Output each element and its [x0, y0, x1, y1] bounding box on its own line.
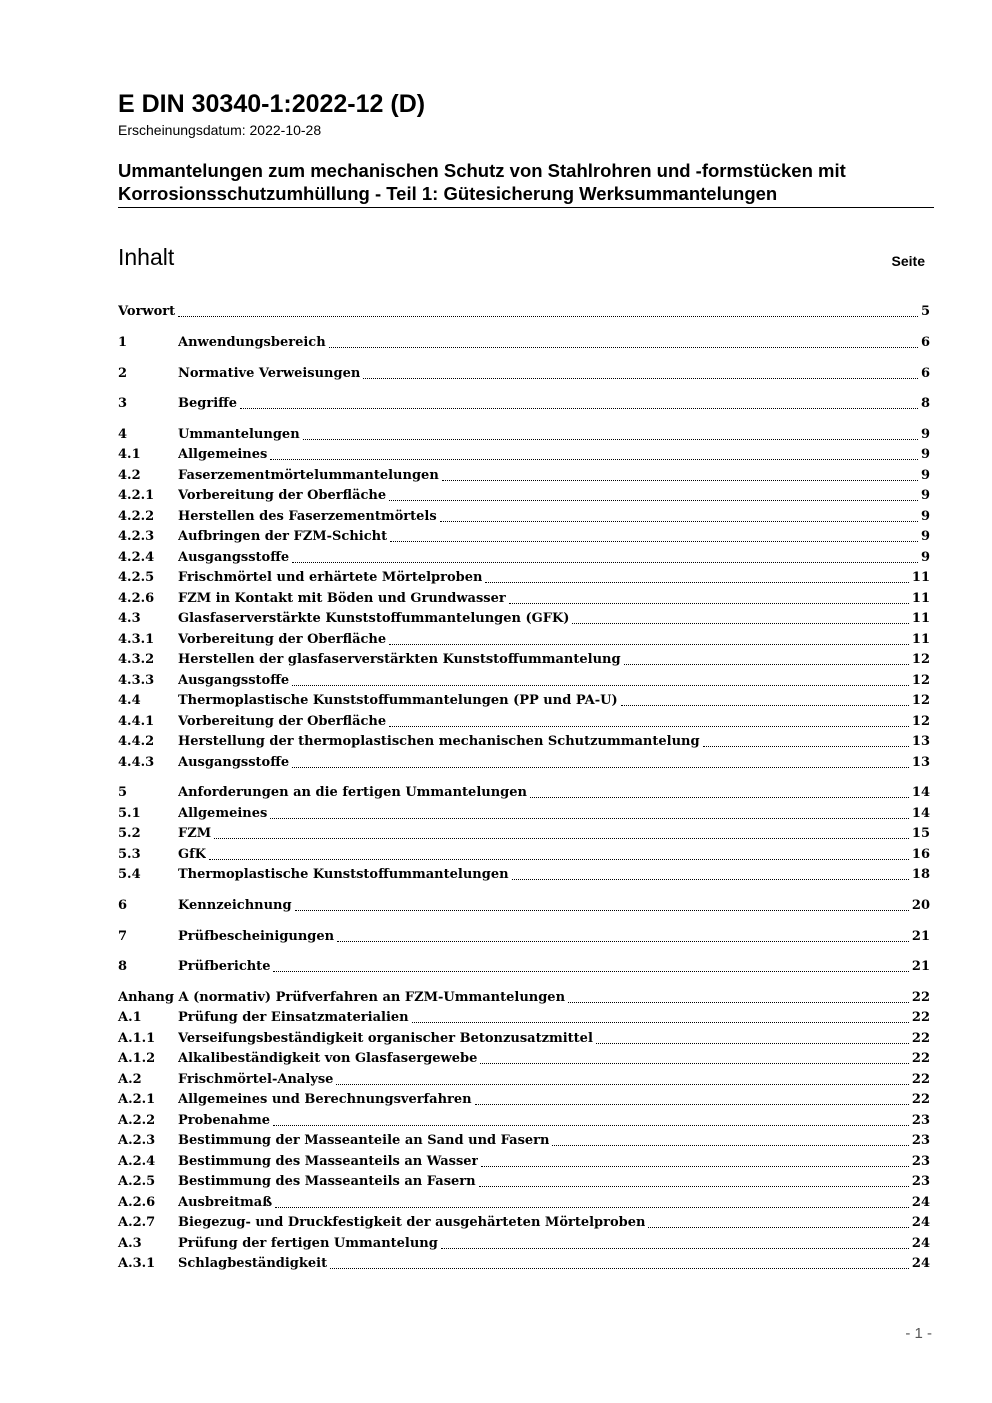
toc-entry[interactable] — [118, 1254, 930, 1274]
toc-entry-title: Ummantelungen — [178, 427, 300, 442]
toc-entry-title: Normative Verweisungen — [178, 366, 361, 381]
toc-entry[interactable] — [118, 650, 930, 670]
toc-entry[interactable] — [118, 507, 930, 527]
toc-entry-title: Anforderungen an die fertigen Ummantelungen — [178, 785, 527, 800]
toc-entry[interactable] — [118, 783, 930, 803]
toc-entry-number: 4.2.2 — [118, 509, 155, 524]
toc-entry-title: Ausgangsstoffe — [178, 550, 290, 565]
toc-dot-leader — [336, 1083, 909, 1085]
toc-entry-number: 4 — [118, 427, 128, 442]
toc-entry-title: Schlagbeständigkeit — [178, 1256, 328, 1271]
toc-entry-number: A.1.2 — [118, 1051, 156, 1066]
toc-entry-page: 6 — [920, 366, 930, 381]
toc-dot-leader — [512, 878, 909, 880]
toc-entry-page: 9 — [920, 550, 930, 565]
toc-entry-title: Herstellen der glasfaserverstärkten Kunststoffummantelung — [178, 652, 621, 667]
toc-entry-number: 7 — [118, 929, 128, 944]
toc-entry-page: 24 — [911, 1195, 930, 1210]
toc-entry-title: Vorbereitung der Oberfläche — [178, 714, 387, 729]
toc-entry-number: 4.3.2 — [118, 652, 155, 667]
toc-entry-number: 4.1 — [118, 447, 141, 462]
toc-entry-title: Aufbringen der FZM-Schicht — [178, 529, 388, 544]
toc-entry-page: 9 — [920, 529, 930, 544]
toc-dot-leader — [178, 315, 918, 317]
toc-entry[interactable] — [118, 845, 930, 865]
toc-entry-title: Prüfberichte — [178, 959, 271, 974]
toc-entry-title: Ausgangsstoffe — [178, 755, 290, 770]
toc-dot-leader — [441, 1247, 909, 1249]
toc-entry-page: 9 — [920, 447, 930, 462]
toc-entry-page: 12 — [911, 673, 930, 688]
toc-entry-title: Vorbereitung der Oberfläche — [178, 632, 387, 647]
toc-entry-page: 13 — [911, 755, 930, 770]
toc-entry-title: Verseifungsbeständigkeit organischer Betonzusatzmittel — [178, 1031, 593, 1046]
toc-entry[interactable] — [118, 527, 930, 547]
toc-entry-title: Vorbereitung der Oberfläche — [178, 488, 387, 503]
toc-entry-number: 4.3.3 — [118, 673, 155, 688]
toc-entry-page: 23 — [911, 1174, 930, 1189]
toc-entry-number: A.1 — [118, 1010, 142, 1025]
toc-entry[interactable] — [118, 630, 930, 650]
toc-entry-number: 5.1 — [118, 806, 141, 821]
toc-entry[interactable] — [118, 712, 930, 732]
document-title — [118, 159, 934, 208]
toc-entry-title: Ausbreitmaß — [178, 1195, 273, 1210]
toc-dot-leader — [273, 1124, 909, 1126]
toc-entry[interactable] — [118, 466, 930, 486]
toc-entry-page: 18 — [911, 867, 930, 882]
toc-entry[interactable] — [118, 732, 930, 752]
toc-entry[interactable] — [118, 568, 930, 588]
toc-entry-number: 4.4.2 — [118, 734, 155, 749]
toc-entry-title: Frischmörtel und erhärtete Mörtelproben — [178, 570, 483, 585]
toc-entry-number: A.2.3 — [118, 1133, 156, 1148]
toc-dot-leader — [412, 1021, 909, 1023]
toc-entry[interactable] — [118, 804, 930, 824]
toc-entry-number: 5.3 — [118, 847, 141, 862]
toc-entry[interactable] — [118, 394, 930, 414]
toc-entry[interactable] — [118, 865, 930, 885]
toc-entry-page: 12 — [911, 714, 930, 729]
toc-entry[interactable] — [118, 425, 930, 445]
toc-entry-title: FZM in Kontakt mit Böden und Grundwasser — [178, 591, 506, 606]
toc-entry-page: 11 — [911, 611, 930, 626]
toc-dot-leader — [292, 561, 918, 563]
publication-date: Erscheinungsdatum: 2022-10-28 — [118, 122, 322, 138]
toc-entry[interactable] — [118, 302, 930, 322]
toc-entry-title: Ausgangsstoffe — [178, 673, 290, 688]
toc-entry-number: 8 — [118, 959, 128, 974]
toc-dot-leader — [552, 1144, 908, 1146]
toc-entry-title: FZM — [178, 826, 212, 841]
toc-entry-page: 21 — [911, 929, 930, 944]
toc-entry-title: Allgemeines — [178, 806, 268, 821]
toc-entry-page: 11 — [911, 632, 930, 647]
toc-dot-leader — [295, 909, 909, 911]
toc-entry-number: A.2.6 — [118, 1195, 156, 1210]
toc-entry-page: 14 — [911, 806, 930, 821]
toc-entry[interactable] — [118, 1090, 930, 1110]
toc-entry-page: 22 — [911, 1051, 930, 1066]
toc-entry-number: 3 — [118, 396, 128, 411]
toc-dot-leader — [621, 704, 909, 706]
toc-entry-page: 8 — [920, 396, 930, 411]
toc-entry-page: 21 — [911, 959, 930, 974]
toc-entry[interactable] — [118, 1008, 930, 1028]
toc-dot-leader — [240, 407, 918, 409]
toc-dot-leader — [363, 377, 918, 379]
toc-entry-page: 22 — [911, 990, 930, 1005]
toc-entry[interactable] — [118, 333, 930, 353]
toc-entry-title: Thermoplastische Kunststoffummantelungen — [178, 867, 509, 882]
toc-entry[interactable] — [118, 988, 930, 1008]
toc-entry-number: 4.2.6 — [118, 591, 155, 606]
toc-dot-leader — [292, 684, 909, 686]
toc-entry-number: 5.2 — [118, 826, 141, 841]
toc-entry-title: Biegezug- und Druckfestigkeit der ausgehärteten Mörtelproben — [178, 1215, 646, 1230]
toc-entry[interactable] — [118, 1213, 930, 1233]
toc-entry-title: Anwendungsbereich — [178, 335, 326, 350]
toc-dot-leader — [275, 1206, 909, 1208]
toc-entry-number: 5.4 — [118, 867, 141, 882]
toc-entry-number: A.2 — [118, 1072, 142, 1087]
toc-entry-number: 4.2 — [118, 468, 141, 483]
toc-dot-leader — [568, 1001, 909, 1003]
toc-dot-leader — [530, 796, 909, 798]
toc-dot-leader — [648, 1226, 908, 1228]
toc-dot-leader — [209, 858, 909, 860]
toc-entry-title: Prüfung der Einsatzmaterialien — [178, 1010, 409, 1025]
toc-entry-page: 22 — [911, 1031, 930, 1046]
toc-entry-page: 9 — [920, 427, 930, 442]
toc-entry-number: A.1.1 — [118, 1031, 156, 1046]
toc-dot-leader — [329, 346, 918, 348]
toc-entry-number: A.3.1 — [118, 1256, 156, 1271]
toc-entry-title: Allgemeines — [178, 447, 268, 462]
toc-dot-leader — [389, 725, 909, 727]
toc-entry-number: 4.2.1 — [118, 488, 155, 503]
toc-entry-title: Herstellung der thermoplastischen mechanischen Schutzummantelung — [178, 734, 700, 749]
toc-dot-leader — [337, 940, 909, 942]
toc-entry-page: 12 — [911, 652, 930, 667]
toc-entry[interactable] — [118, 1070, 930, 1090]
toc-dot-leader — [703, 745, 909, 747]
toc-entry-title: Vorwort — [118, 304, 176, 319]
toc-entry[interactable] — [118, 445, 930, 465]
toc-entry[interactable] — [118, 548, 930, 568]
toc-dot-leader — [389, 499, 918, 501]
toc-entry-number: 4.3 — [118, 611, 141, 626]
toc-entry-page: 23 — [911, 1154, 930, 1169]
toc-entry[interactable] — [118, 486, 930, 506]
toc-entry[interactable] — [118, 896, 930, 916]
toc-entry-page: 9 — [920, 468, 930, 483]
toc-entry-page: 24 — [911, 1236, 930, 1251]
toc-dot-leader — [214, 837, 909, 839]
toc-entry-number: 5 — [118, 785, 128, 800]
toc-entry-title: Begriffe — [178, 396, 238, 411]
toc-dot-leader — [596, 1042, 909, 1044]
toc-entry[interactable] — [118, 927, 930, 947]
toc-dot-leader — [303, 438, 918, 440]
toc-entry[interactable] — [118, 957, 930, 977]
toc-entry-page: 13 — [911, 734, 930, 749]
toc-entry-number: A.2.4 — [118, 1154, 156, 1169]
toc-entry[interactable] — [118, 691, 930, 711]
toc-entry-number: 1 — [118, 335, 128, 350]
toc-entry-title: Allgemeines und Berechnungsverfahren — [178, 1092, 472, 1107]
toc-entry-page: 6 — [920, 335, 930, 350]
toc-dot-leader — [330, 1267, 909, 1269]
toc-entry-title: Bestimmung des Masseanteils an Wasser — [178, 1154, 479, 1169]
toc-entry-title: Thermoplastische Kunststoffummantelungen (PP und PA-U) — [178, 693, 618, 708]
toc-entry-page: 16 — [911, 847, 930, 862]
toc-entry-number: A.2.2 — [118, 1113, 156, 1128]
toc-entry-page: 24 — [911, 1215, 930, 1230]
toc-entry-page: 12 — [911, 693, 930, 708]
toc-dot-leader — [485, 581, 908, 583]
toc-entry-page: 5 — [920, 304, 930, 319]
toc-dot-leader — [481, 1165, 909, 1167]
toc-entry[interactable] — [118, 671, 930, 691]
toc-dot-leader — [389, 643, 909, 645]
toc-entry[interactable] — [118, 1234, 930, 1254]
toc-dot-leader — [270, 458, 918, 460]
toc-page-column-label: Seite — [891, 253, 925, 269]
toc-entry-number: 4.4.3 — [118, 755, 155, 770]
toc-entry-number: A.2.5 — [118, 1174, 156, 1189]
toc-entry-title: Kennzeichnung — [178, 898, 292, 913]
toc-entry-title: Frischmörtel-Analyse — [178, 1072, 334, 1087]
toc-entry[interactable] — [118, 824, 930, 844]
toc-entry-title: GfK — [178, 847, 206, 862]
toc-dot-leader — [292, 766, 909, 768]
toc-entry-page: 9 — [920, 509, 930, 524]
toc-entry-page: 11 — [911, 591, 930, 606]
toc-entry-title: Faserzementmörtelummantelungen — [178, 468, 439, 483]
toc-entry-number: A.2.7 — [118, 1215, 156, 1230]
toc-entry-number: 4.4.1 — [118, 714, 155, 729]
page-number: - 1 - — [905, 1325, 932, 1342]
toc-entry-number: 4.2.4 — [118, 550, 155, 565]
toc-entry-title: Alkalibeständigkeit von Glasfasergewebe — [178, 1051, 478, 1066]
document-id: E DIN 30340-1:2022-12 (D) — [118, 90, 426, 118]
toc-entry-title: Prüfbescheinigungen — [178, 929, 335, 944]
toc-entry-title: Glasfaserverstärkte Kunststoffummantelungen (GFK) — [178, 611, 570, 626]
toc-dot-leader — [442, 479, 918, 481]
toc-entry-title: Bestimmung der Masseanteile an Sand und Fasern — [178, 1133, 550, 1148]
toc-entry[interactable] — [118, 1172, 930, 1192]
toc-entry-page: 15 — [911, 826, 930, 841]
toc-entry[interactable] — [118, 1111, 930, 1131]
toc-entry-title: Bestimmung des Masseanteils an Fasern — [178, 1174, 476, 1189]
toc-entry-page: 24 — [911, 1256, 930, 1271]
toc-entry-page: 22 — [911, 1092, 930, 1107]
toc-dot-leader — [624, 663, 909, 665]
toc-entry-page: 14 — [911, 785, 930, 800]
toc-entry-number: 4.3.1 — [118, 632, 155, 647]
toc-dot-leader — [572, 622, 908, 624]
toc-entry-page: 23 — [911, 1133, 930, 1148]
toc-entry-title: Herstellen des Faserzementmörtels — [178, 509, 437, 524]
toc-entry-title: Anhang A (normativ) Prüfverfahren an FZM-Ummantelungen — [118, 990, 566, 1005]
toc-dot-leader — [270, 817, 909, 819]
toc-entry-number: 6 — [118, 898, 128, 913]
toc-entry-page: 22 — [911, 1010, 930, 1025]
toc-entry-page: 22 — [911, 1072, 930, 1087]
toc-dot-leader — [509, 602, 909, 604]
document-title-line-2: Korrosionsschutzumhüllung - Teil 1: Gütesicherung Werksummantelungen — [118, 183, 778, 204]
toc-dot-leader — [479, 1185, 909, 1187]
toc-entry[interactable] — [118, 364, 930, 384]
toc-entry[interactable] — [118, 1049, 930, 1069]
toc-dot-leader — [273, 970, 908, 972]
toc-dot-leader — [390, 540, 918, 542]
toc-entry[interactable] — [118, 753, 930, 773]
toc-heading: Inhalt — [118, 244, 175, 270]
toc-entry-number: 4.2.3 — [118, 529, 155, 544]
toc-entry-page: 23 — [911, 1113, 930, 1128]
toc-entry[interactable] — [118, 1152, 930, 1172]
toc-entry[interactable] — [118, 1193, 930, 1213]
toc-entry-page: 9 — [920, 488, 930, 503]
toc-dot-leader — [475, 1103, 909, 1105]
toc-entry-number: 2 — [118, 366, 128, 381]
toc-entry-page: 20 — [911, 898, 930, 913]
toc-entry-number: 4.4 — [118, 693, 141, 708]
toc-entry[interactable] — [118, 1029, 930, 1049]
document-title-line-1: Ummantelungen zum mechanischen Schutz von Stahlrohren und -formstücken mit — [118, 160, 846, 181]
toc-entry[interactable] — [118, 1131, 930, 1151]
toc-entry-title: Probenahme — [178, 1113, 271, 1128]
toc-entry[interactable] — [118, 609, 930, 629]
toc-entry-number: A.2.1 — [118, 1092, 156, 1107]
toc-entry-number: A.3 — [118, 1236, 142, 1251]
toc-entry-number: 4.2.5 — [118, 570, 155, 585]
toc-dot-leader — [440, 520, 918, 522]
toc-entry-page: 11 — [911, 570, 930, 585]
toc-entry[interactable] — [118, 589, 930, 609]
toc-dot-leader — [480, 1062, 909, 1064]
toc-entry-title: Prüfung der fertigen Ummantelung — [178, 1236, 438, 1251]
